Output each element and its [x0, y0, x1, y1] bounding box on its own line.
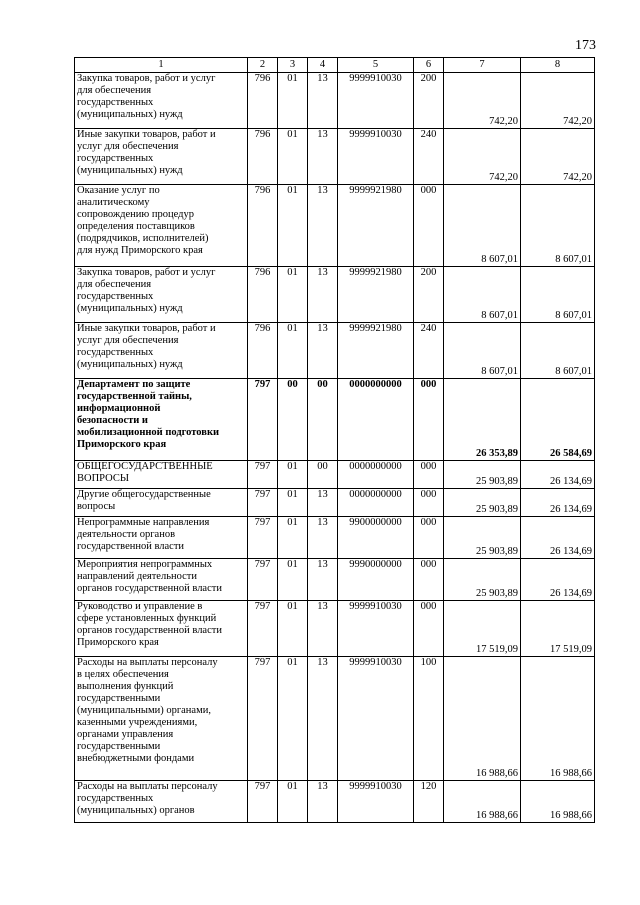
amount-year1-cell: 742,20: [444, 73, 521, 129]
expense-type-cell: 240: [414, 323, 444, 379]
expense-name-cell: Закупка товаров, работ и услуг для обеспечения государственных (муниципальных) нужд: [75, 267, 248, 323]
amount-year2-cell: 26 134,69: [521, 517, 595, 559]
section-code-cell: 01: [278, 559, 308, 601]
expense-type-cell: 000: [414, 185, 444, 267]
expense-type-cell: 200: [414, 73, 444, 129]
expense-name-cell: Иные закупки товаров, работ и услуг для обеспечения государственных (муниципальных) нужд: [75, 129, 248, 185]
expense-name-cell: Расходы на выплаты персоналу государственных (муниципальных) органов: [75, 781, 248, 823]
section-code-cell: 01: [278, 657, 308, 781]
ministry-code-cell: 796: [248, 267, 278, 323]
target-article-cell: 9999921980: [338, 267, 414, 323]
expense-type-cell: 000: [414, 489, 444, 517]
expense-name-cell: ОБЩЕГОСУДАРСТВЕННЫЕ ВОПРОСЫ: [75, 461, 248, 489]
expense-type-cell: 200: [414, 267, 444, 323]
section-code-cell: 01: [278, 267, 308, 323]
table-row: [75, 129, 595, 185]
amount-year1-cell: 8 607,01: [444, 185, 521, 267]
section-code-cell: 00: [278, 379, 308, 461]
amount-year2-cell: 8 607,01: [521, 323, 595, 379]
expense-name-cell: Расходы на выплаты персоналу в целях обеспечения выполнения функций государственными (муниципальными) органами, казенными учреждениями, органами управления государственными внебюджетными фондами: [75, 657, 248, 781]
ministry-code-cell: 797: [248, 379, 278, 461]
subsection-code-cell: 13: [308, 657, 338, 781]
section-code-cell: 01: [278, 185, 308, 267]
column-header: 2: [248, 58, 278, 73]
column-header: 8: [521, 58, 595, 73]
table-row: [75, 185, 595, 267]
amount-year1-cell: 25 903,89: [444, 489, 521, 517]
table-row: [75, 781, 595, 823]
amount-year1-cell: 8 607,01: [444, 323, 521, 379]
expense-name-cell: Иные закупки товаров, работ и услуг для обеспечения государственных (муниципальных) нужд: [75, 323, 248, 379]
target-article-cell: 0000000000: [338, 461, 414, 489]
subsection-code-cell: 13: [308, 185, 338, 267]
amount-year2-cell: 26 134,69: [521, 559, 595, 601]
target-article-cell: 9999910030: [338, 601, 414, 657]
subsection-code-cell: 13: [308, 489, 338, 517]
amount-year1-cell: 8 607,01: [444, 267, 521, 323]
target-article-cell: 9999910030: [338, 129, 414, 185]
table-row: [75, 559, 595, 601]
table-body: [75, 73, 595, 823]
expense-name-cell: Непрограммные направления деятельности органов государственной власти: [75, 517, 248, 559]
expense-type-cell: 240: [414, 129, 444, 185]
amount-year1-cell: 16 988,66: [444, 781, 521, 823]
subsection-code-cell: 00: [308, 461, 338, 489]
expense-name-cell: Оказание услуг по аналитическому сопровождению процедур определения поставщиков (подрядчиков, исполнителей) для нужд Приморского края: [75, 185, 248, 267]
expense-name-cell: Руководство и управление в сфере установленных функций органов государственной власти Приморского края: [75, 601, 248, 657]
column-header: 3: [278, 58, 308, 73]
section-code-cell: 01: [278, 129, 308, 185]
section-code-cell: 01: [278, 601, 308, 657]
ministry-code-cell: 797: [248, 461, 278, 489]
expense-type-cell: 000: [414, 517, 444, 559]
column-number-row: [75, 58, 595, 73]
table-row: [75, 601, 595, 657]
amount-year2-cell: 16 988,66: [521, 781, 595, 823]
expense-name-cell: Другие общегосударственные вопросы: [75, 489, 248, 517]
table-row: [75, 73, 595, 129]
expense-name-cell: Закупка товаров, работ и услуг для обеспечения государственных (муниципальных) нужд: [75, 73, 248, 129]
target-article-cell: 9999921980: [338, 323, 414, 379]
subsection-code-cell: 13: [308, 267, 338, 323]
subsection-code-cell: 00: [308, 379, 338, 461]
subsection-code-cell: 13: [308, 517, 338, 559]
amount-year2-cell: 742,20: [521, 129, 595, 185]
amount-year2-cell: 742,20: [521, 73, 595, 129]
table-row: [75, 517, 595, 559]
amount-year2-cell: 8 607,01: [521, 267, 595, 323]
expense-type-cell: 000: [414, 379, 444, 461]
expense-type-cell: 000: [414, 601, 444, 657]
amount-year2-cell: 26 134,69: [521, 489, 595, 517]
amount-year2-cell: 16 988,66: [521, 657, 595, 781]
expense-type-cell: 000: [414, 559, 444, 601]
expense-type-cell: 100: [414, 657, 444, 781]
table-row: [75, 267, 595, 323]
page-number: 173: [575, 38, 596, 53]
target-article-cell: 0000000000: [338, 379, 414, 461]
table-row: [75, 657, 595, 781]
ministry-code-cell: 796: [248, 185, 278, 267]
amount-year1-cell: 25 903,89: [444, 559, 521, 601]
budget-table: [74, 57, 595, 823]
column-header: 5: [338, 58, 414, 73]
amount-year2-cell: 17 519,09: [521, 601, 595, 657]
expense-type-cell: 000: [414, 461, 444, 489]
amount-year2-cell: 8 607,01: [521, 185, 595, 267]
target-article-cell: 9999921980: [338, 185, 414, 267]
target-article-cell: 9999910030: [338, 73, 414, 129]
section-code-cell: 01: [278, 489, 308, 517]
amount-year2-cell: 26 584,69: [521, 379, 595, 461]
target-article-cell: 0000000000: [338, 489, 414, 517]
table-row: [75, 461, 595, 489]
table-row: [75, 379, 595, 461]
amount-year1-cell: 16 988,66: [444, 657, 521, 781]
expense-name-cell: Департамент по защите государственной тайны, информационной безопасности и мобилизационной подготовки Приморского края: [75, 379, 248, 461]
subsection-code-cell: 13: [308, 559, 338, 601]
expense-type-cell: 120: [414, 781, 444, 823]
amount-year1-cell: 25 903,89: [444, 461, 521, 489]
section-code-cell: 01: [278, 781, 308, 823]
section-code-cell: 01: [278, 323, 308, 379]
subsection-code-cell: 13: [308, 73, 338, 129]
ministry-code-cell: 797: [248, 489, 278, 517]
ministry-code-cell: 796: [248, 323, 278, 379]
section-code-cell: 01: [278, 73, 308, 129]
target-article-cell: 9999910030: [338, 657, 414, 781]
amount-year1-cell: 17 519,09: [444, 601, 521, 657]
amount-year2-cell: 26 134,69: [521, 461, 595, 489]
amount-year1-cell: 26 353,89: [444, 379, 521, 461]
ministry-code-cell: 797: [248, 559, 278, 601]
column-header: 7: [444, 58, 521, 73]
ministry-code-cell: 797: [248, 781, 278, 823]
target-article-cell: 9900000000: [338, 517, 414, 559]
table-row: [75, 489, 595, 517]
column-header: 1: [75, 58, 248, 73]
column-header: 4: [308, 58, 338, 73]
amount-year1-cell: 742,20: [444, 129, 521, 185]
ministry-code-cell: 797: [248, 517, 278, 559]
ministry-code-cell: 796: [248, 73, 278, 129]
target-article-cell: 9990000000: [338, 559, 414, 601]
ministry-code-cell: 797: [248, 601, 278, 657]
subsection-code-cell: 13: [308, 601, 338, 657]
target-article-cell: 9999910030: [338, 781, 414, 823]
table-row: [75, 323, 595, 379]
subsection-code-cell: 13: [308, 781, 338, 823]
amount-year1-cell: 25 903,89: [444, 517, 521, 559]
ministry-code-cell: 796: [248, 129, 278, 185]
ministry-code-cell: 797: [248, 657, 278, 781]
subsection-code-cell: 13: [308, 323, 338, 379]
expense-name-cell: Мероприятия непрограммных направлений деятельности органов государственной власти: [75, 559, 248, 601]
section-code-cell: 01: [278, 461, 308, 489]
section-code-cell: 01: [278, 517, 308, 559]
column-header: 6: [414, 58, 444, 73]
subsection-code-cell: 13: [308, 129, 338, 185]
